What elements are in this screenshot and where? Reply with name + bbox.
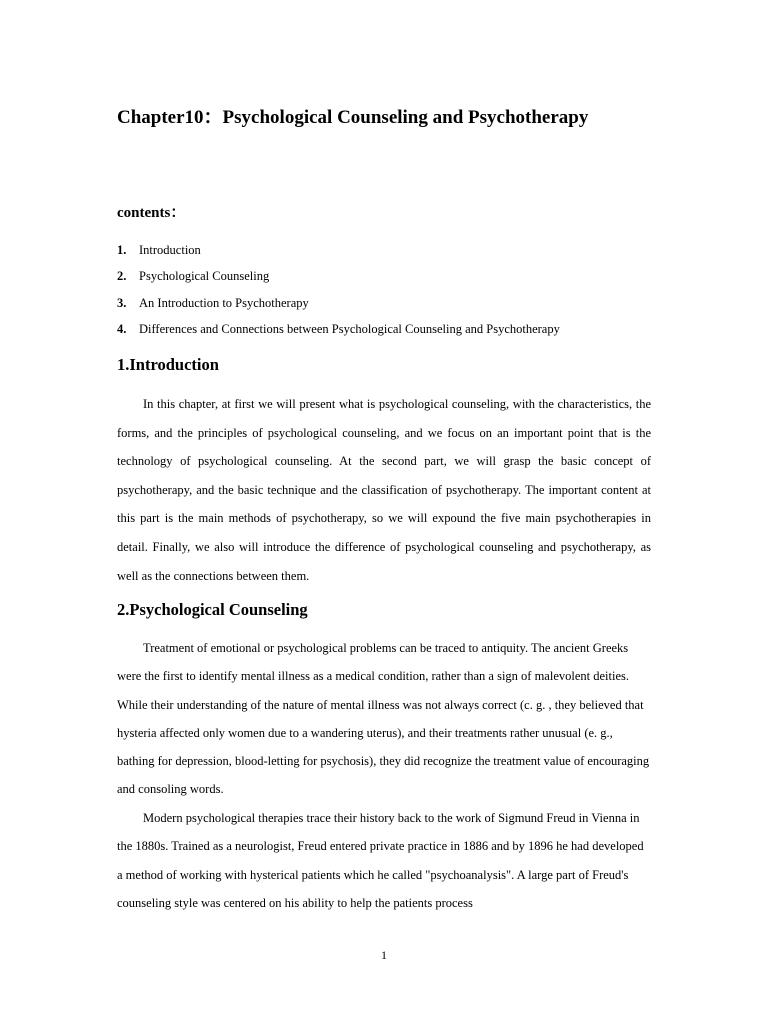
toc-item	[117, 266, 560, 292]
chapter-title: Chapter10：Psychological Counseling and Psychotherapy	[117, 107, 589, 128]
paragraph: Modern psychological therapies trace their history back to the work of Sigmund Freud in Vienna in the 1880s. Trained as a neurologist, Freud entered private practice in 1886 and by 1896 he had developed a method of working with hysterical patients which he called "psychoanalysis". A large part of Freud's counseling style was centered on his ability to help the patients process	[117, 811, 644, 910]
toc-item-number: 1.	[117, 243, 127, 257]
table-of-contents	[117, 240, 560, 345]
paragraph: In this chapter, at first we will present what is psychological counseling, with the characteristics, the forms, and the principles of psychological counseling, and we focus on an important point that is the technology of psychological counseling. At the second part, we will grasp the basic concept of psychotherapy, and the basic technique and the classification of psychotherapy. The important content at this part is the main methods of psychotherapy, so we will expound the five main psychotherapies in detail. Finally, we also will introduce the difference of psychological counseling and psychotherapy, as well as the connections between them.	[117, 397, 651, 583]
contents-heading: contents：	[117, 205, 186, 221]
toc-item	[117, 240, 560, 266]
toc-item	[117, 293, 560, 319]
paragraph: Treatment of emotional or psychological problems can be traced to antiquity. The ancient Greeks were the first to identify mental illness as a medical condition, rather than a sign of malevolent deities. While their understanding of the nature of mental illness was not always correct (c. g. , they believed that hysteria affected only women due to a wandering uterus), and their treatments rather unusual (e. g., bathing for depression, blood-letting for psychosis), they did recognize the treatment value of encouraging and consoling words.	[117, 641, 650, 797]
section-heading-introduction: 1.Introduction	[117, 355, 219, 374]
section-heading-psychological-counseling: 2.Psychological Counseling	[117, 600, 308, 619]
toc-item-label: Differences and Connections between Psychological Counseling and Psychotherapy	[139, 321, 560, 336]
toc-item-label: Introduction	[139, 243, 201, 257]
toc-item-number: 2.	[117, 269, 127, 284]
toc-item-label: An Introduction to Psychotherapy	[139, 295, 309, 310]
toc-item-label: Psychological Counseling	[139, 269, 270, 284]
toc-item-number: 4.	[117, 321, 127, 336]
toc-item-number: 3.	[117, 295, 127, 310]
page-number: 1	[381, 948, 387, 962]
toc-item	[117, 319, 560, 345]
